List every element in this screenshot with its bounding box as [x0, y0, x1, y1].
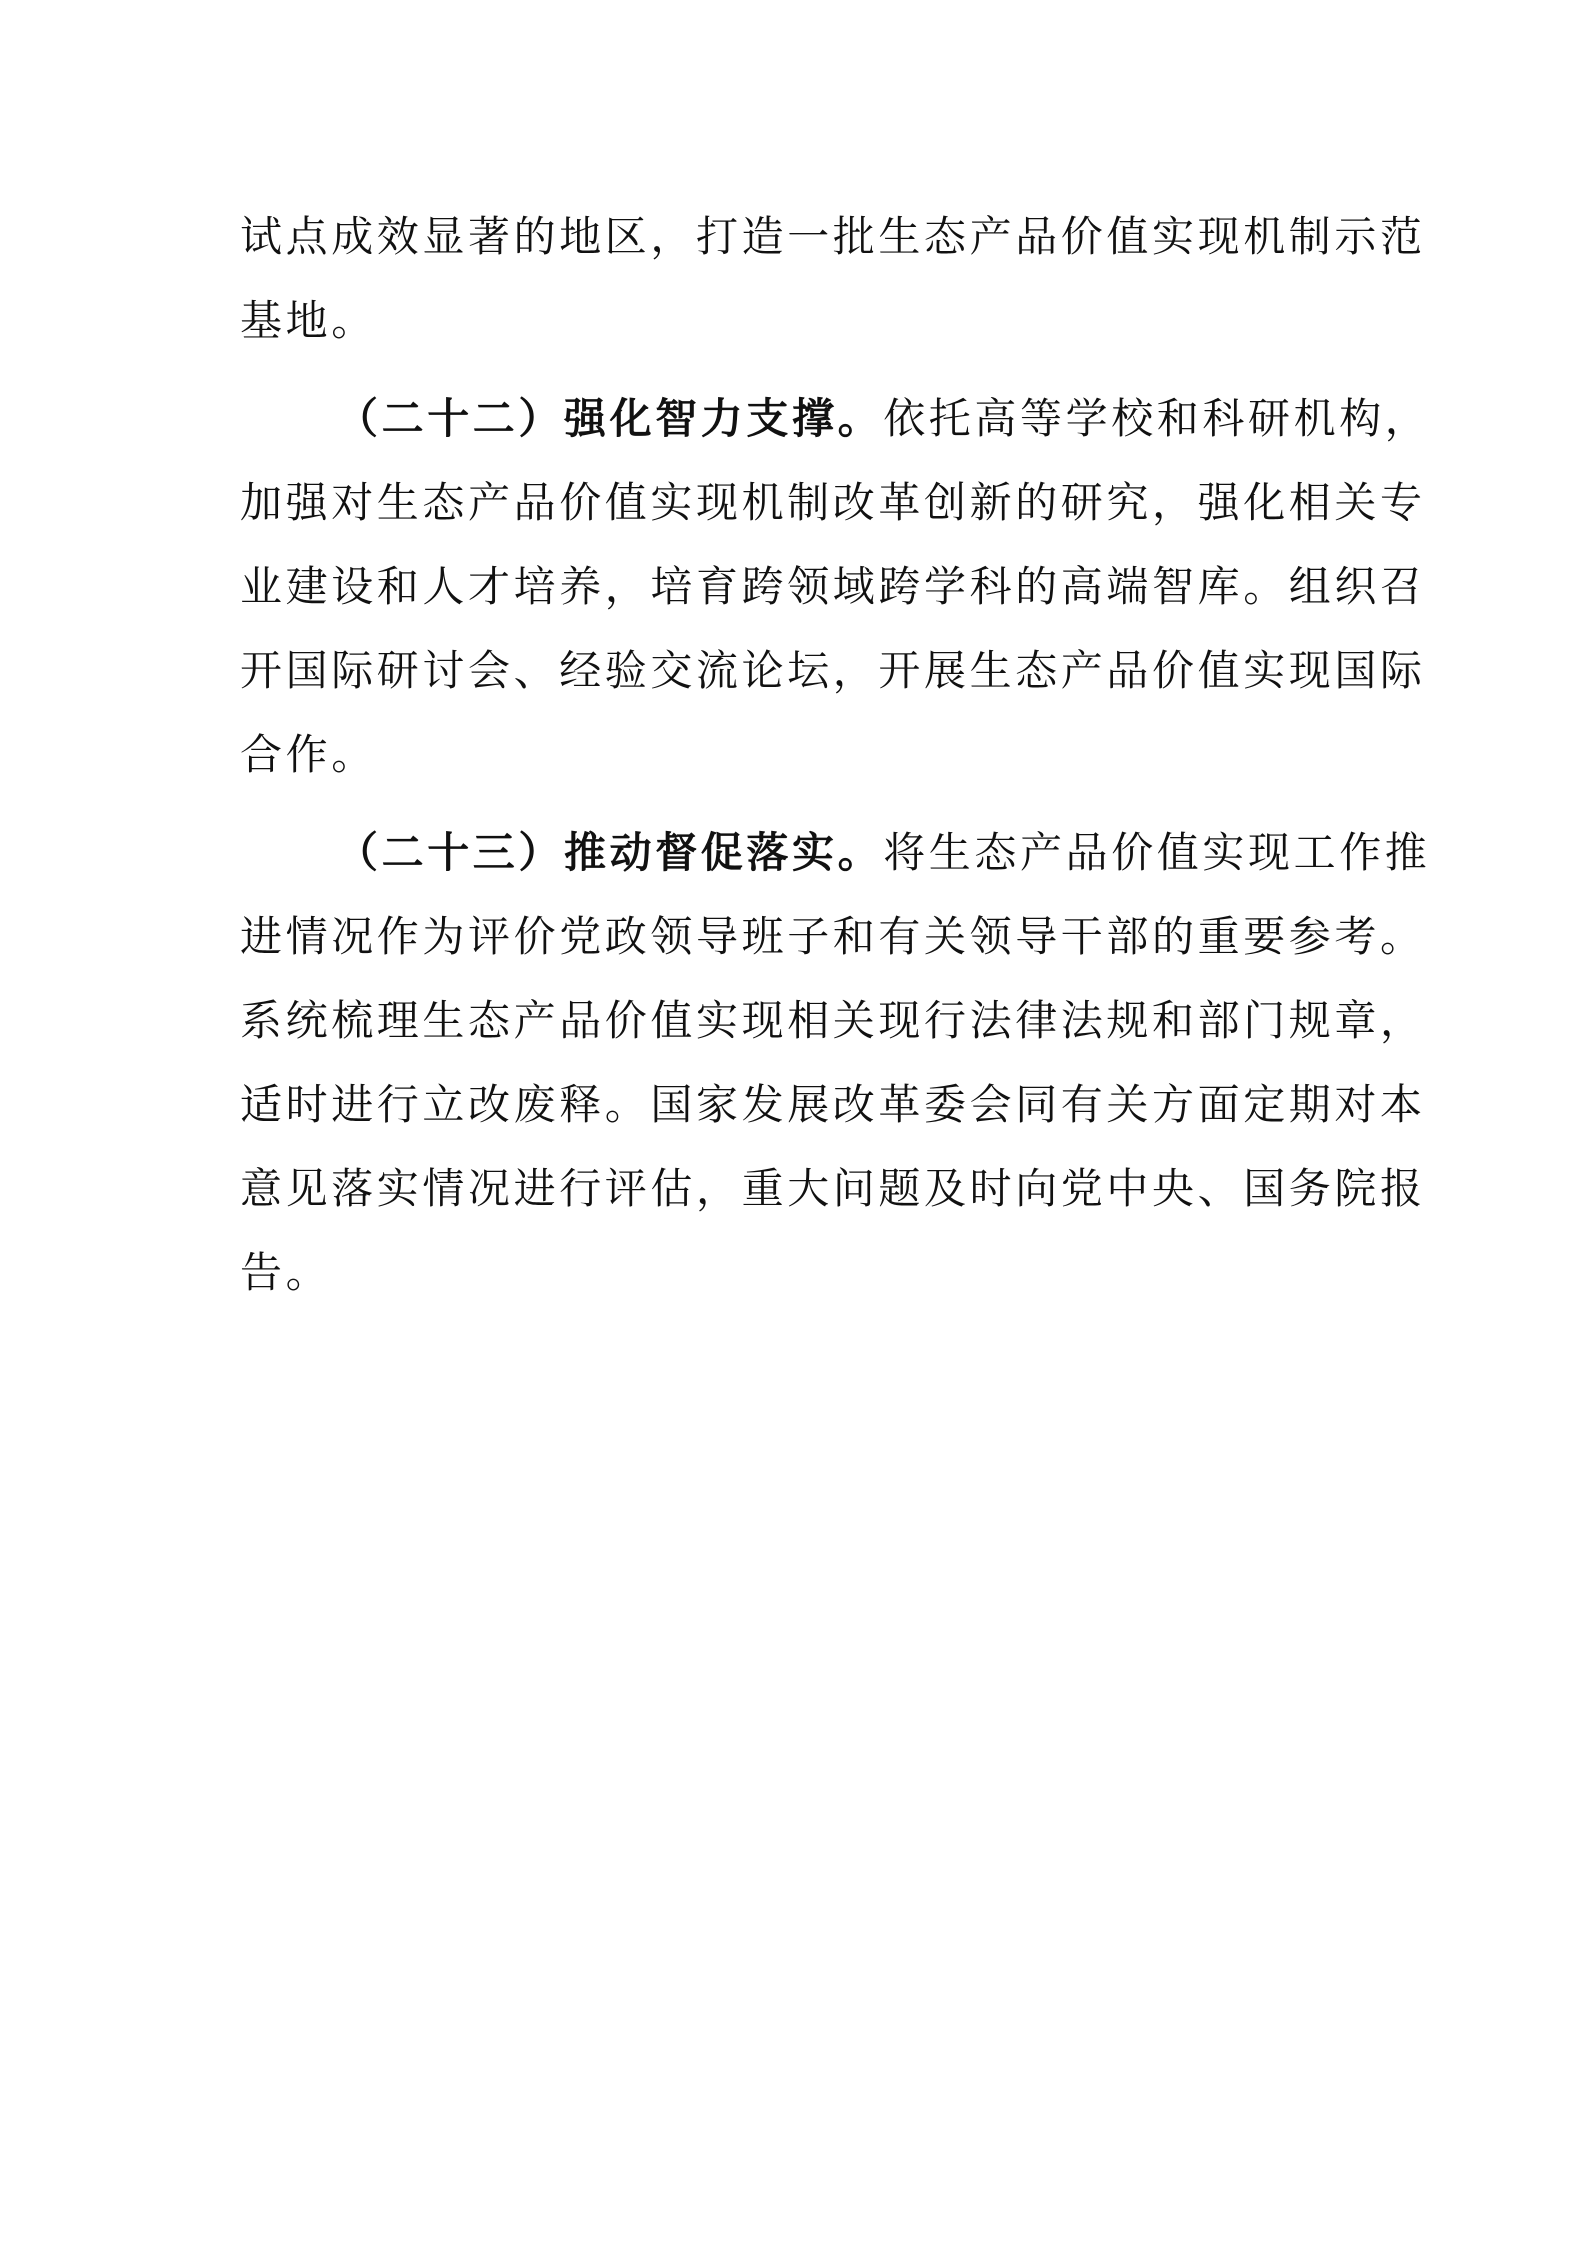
paragraph-line: 开国际研讨会、经验交流论坛，开展生态产品价值实现国际 [240, 646, 1426, 695]
section-23-paragraph [240, 811, 1431, 1315]
section-22-heading: （二十二）强化智力支撑。 [336, 394, 884, 443]
section-23-heading: （二十三）推动督促落实。 [336, 828, 884, 877]
paragraph-line: 试点成效显著的地区，打造一批生态产品价值实现机制示范 [240, 212, 1426, 261]
paragraph-text: 依托高等学校和科研机构， [883, 394, 1431, 443]
paragraph-line: 进情况作为评价党政领导班子和有关领导干部的重要参考。 [240, 912, 1426, 961]
paragraph-line: 合作。 [240, 730, 377, 779]
paragraph-line: 基地。 [240, 296, 377, 345]
paragraph-line: 适时进行立改废释。国家发展改革委会同有关方面定期对本 [240, 1080, 1426, 1129]
document-body [240, 195, 1431, 1315]
paragraph-line: 意见落实情况进行评估，重大问题及时向党中央、国务院报 [240, 1164, 1426, 1213]
paragraph-line: 系统梳理生态产品价值实现相关现行法律法规和部门规章， [240, 996, 1426, 1045]
section-22-paragraph [240, 377, 1431, 797]
paragraph-first-line [240, 377, 1431, 461]
continuation-paragraph [240, 195, 1426, 363]
paragraph-line: 加强对生态产品价值实现机制改革创新的研究，强化相关专 [240, 478, 1426, 527]
paragraph-line: 业建设和人才培养，培育跨领域跨学科的高端智库。组织召 [240, 562, 1426, 611]
paragraph-first-line [240, 811, 1431, 895]
paragraph-line: 告。 [240, 1248, 332, 1297]
paragraph-text: 将生态产品价值实现工作推 [883, 828, 1431, 877]
